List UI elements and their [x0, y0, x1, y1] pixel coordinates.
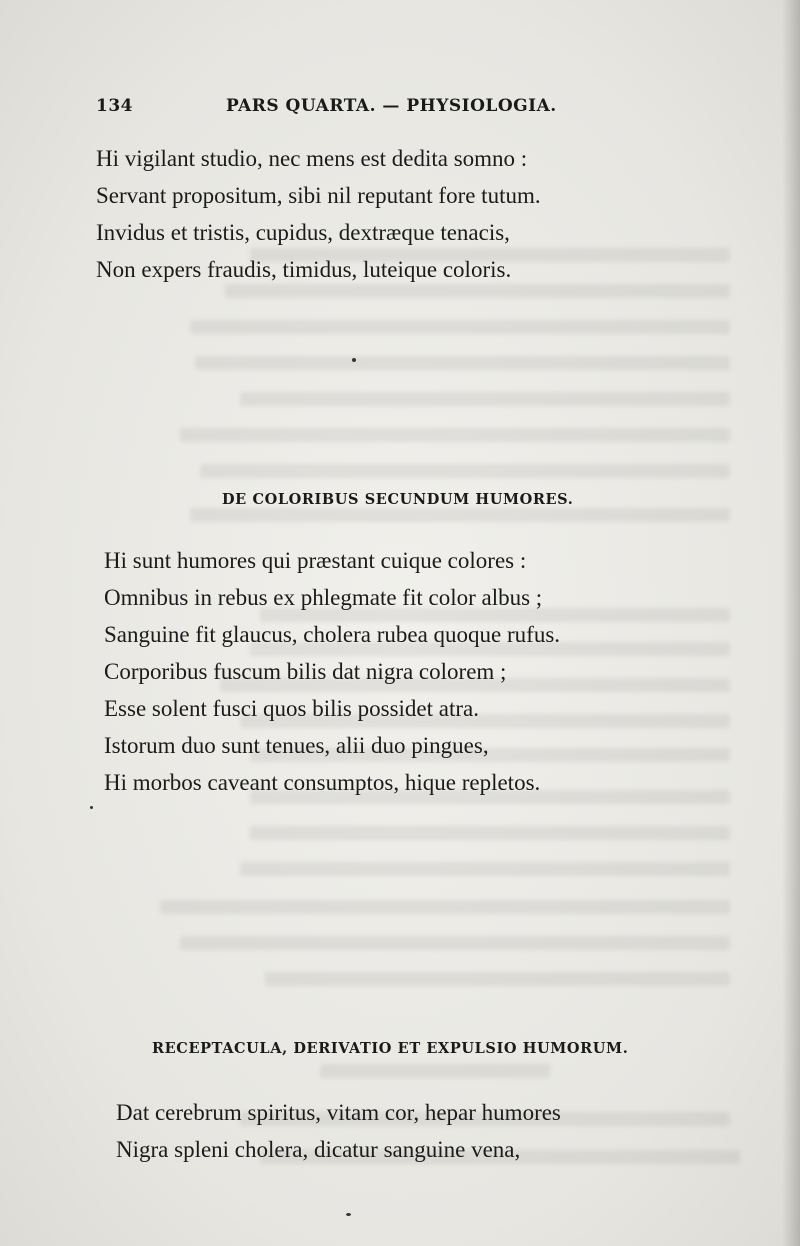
- verse-stanza-1: [96, 140, 541, 288]
- verse-line: Dat cerebrum spiritus, vitam cor, hepar humores: [116, 1100, 561, 1125]
- ink-speck: [346, 1213, 351, 1216]
- ink-speck: [90, 806, 93, 809]
- verse-line: Esse solent fusci quos bilis possidet atra.: [104, 696, 479, 721]
- verse-line: Nigra spleni cholera, dicatur sanguine vena,: [116, 1137, 521, 1162]
- verse-line: Hi morbos caveant consumptos, hique repletos.: [104, 770, 541, 795]
- verse-line: Non expers fraudis, timidus, luteique coloris.: [96, 257, 512, 282]
- ink-speck: [352, 358, 356, 362]
- verse-line: Corporibus fuscum bilis dat nigra colorem ;: [104, 659, 507, 684]
- verse-line: Hi vigilant studio, nec mens est dedita somno :: [96, 146, 528, 171]
- verse-stanza-2: [104, 542, 560, 801]
- page-header: [96, 96, 616, 120]
- section-heading-colors: DE COLORIBUS SECUNDUM HUMORES.: [222, 491, 574, 508]
- section-heading-humors: RECEPTACULA, DERIVATIO ET EXPULSIO HUMORUM.: [152, 1040, 629, 1057]
- page-edge-shadow: [782, 0, 800, 1246]
- verse-line: Invidus et tristis, cupidus, dextræque tenacis,: [96, 220, 510, 245]
- verse-line: Istorum duo sunt tenues, alii duo pingues,: [104, 733, 489, 758]
- verse-stanza-3: [116, 1094, 561, 1168]
- verse-line: Sanguine fit glaucus, cholera rubea quoque rufus.: [104, 622, 561, 647]
- verse-line: Omnibus in rebus ex phlegmate fit color albus ;: [104, 585, 543, 610]
- verse-line: Hi sunt humores qui præstant cuique colores :: [104, 548, 527, 573]
- page-number: 134: [96, 96, 133, 116]
- verse-line: Servant propositum, sibi nil reputant fore tutum.: [96, 183, 541, 208]
- running-head: PARS QUARTA. — PHYSIOLOGIA.: [226, 96, 557, 116]
